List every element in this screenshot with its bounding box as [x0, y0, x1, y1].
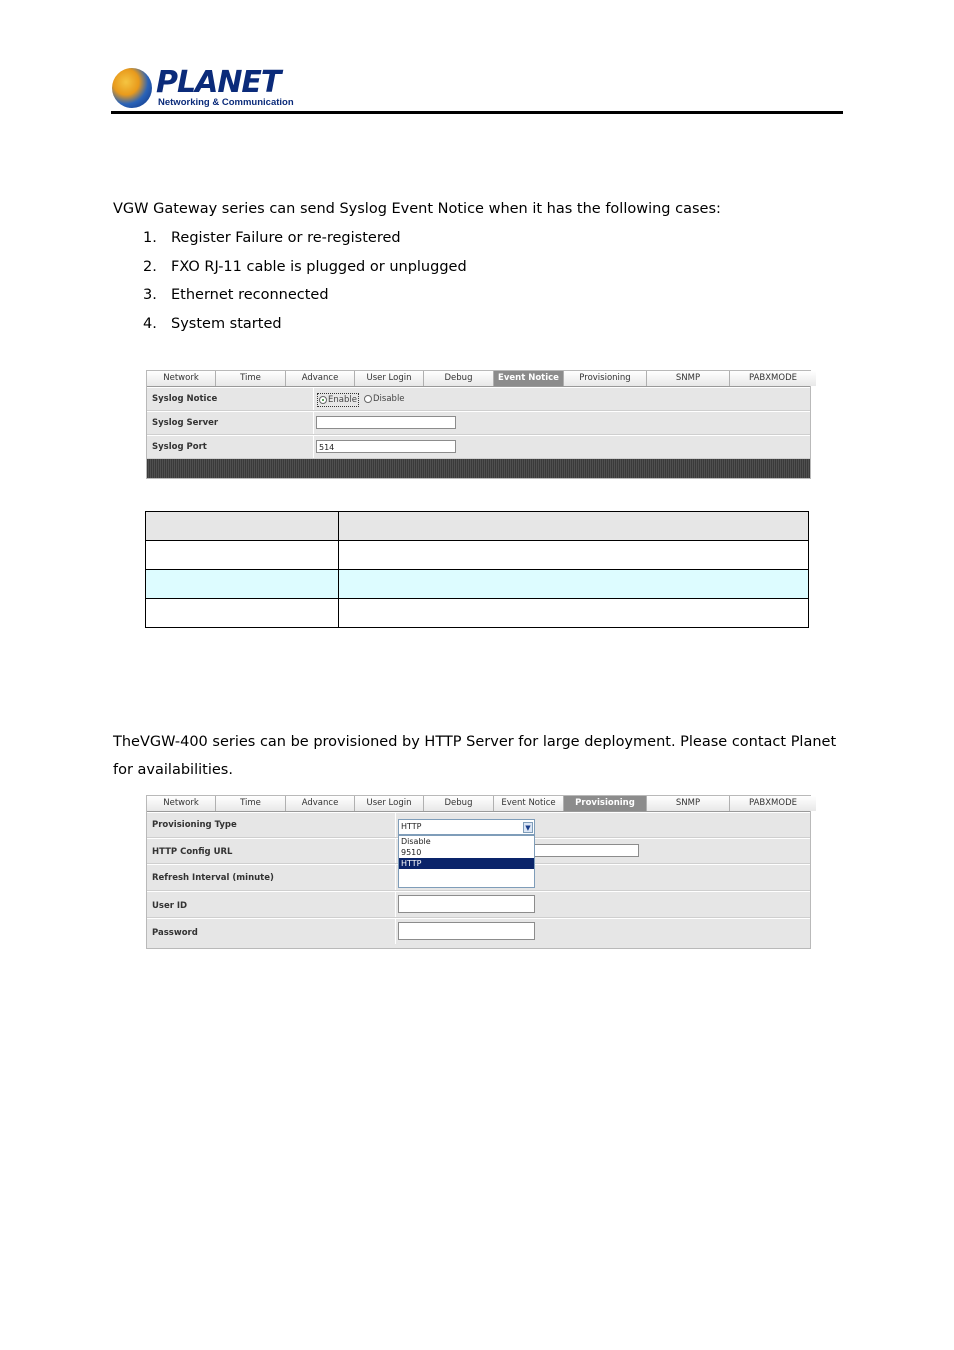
tab-debug[interactable]: Debug	[424, 796, 494, 811]
table-cell	[339, 599, 809, 628]
tab-debug[interactable]: Debug	[424, 371, 494, 386]
syslog-server-input[interactable]	[316, 416, 456, 429]
dropdown-option[interactable]: HTTP	[399, 858, 534, 869]
table-cell	[146, 599, 339, 628]
enable-radio[interactable]: Enable	[317, 393, 359, 407]
table-row	[146, 541, 809, 570]
syslog-server-label: Syslog Server	[152, 418, 219, 428]
tab-advance[interactable]: Advance	[286, 371, 355, 386]
user-id-label: User ID	[152, 901, 188, 911]
tab-snmp[interactable]: SNMP	[647, 796, 730, 811]
radio-selected-icon	[319, 396, 327, 404]
tab-network[interactable]: Network	[147, 796, 216, 811]
list-item: 2. FXO RJ-11 cable is plugged or unplugged	[143, 258, 467, 275]
globe-icon	[112, 68, 152, 108]
settings-tabs	[147, 371, 810, 387]
table-row	[146, 599, 809, 628]
table-cell	[146, 570, 339, 599]
provisioning-panel	[146, 795, 811, 949]
syslog-server-row	[147, 411, 810, 435]
dropdown-option[interactable]: Disable	[401, 837, 431, 846]
password-input[interactable]	[398, 922, 535, 940]
tab-pabxmode[interactable]: PABXMODE	[730, 796, 816, 811]
provisioning-type-select[interactable]	[398, 819, 535, 835]
brand-tagline: Networking & Communication	[158, 97, 294, 108]
chevron-down-icon[interactable]: ▼	[523, 822, 533, 833]
dropdown-option[interactable]: 9510	[401, 848, 422, 857]
list-item: 3. Ethernet reconnected	[143, 287, 329, 304]
tab-user-login[interactable]: User Login	[355, 371, 424, 386]
panel-footer-bar	[147, 459, 810, 478]
table-cell	[339, 541, 809, 570]
parameter-table	[145, 511, 809, 628]
table-cell	[146, 541, 339, 570]
table-cell	[339, 570, 809, 599]
user-id-row	[147, 891, 810, 918]
tab-snmp[interactable]: SNMP	[647, 371, 730, 386]
tab-provisioning[interactable]: Provisioning	[564, 796, 647, 811]
list-item: 4. System started	[143, 316, 282, 333]
tab-network[interactable]: Network	[147, 371, 216, 386]
tab-advance[interactable]: Advance	[286, 796, 355, 811]
provisioning-type-options	[398, 835, 535, 888]
tab-provisioning[interactable]: Provisioning	[564, 371, 647, 386]
table-header-row	[146, 512, 809, 541]
table-cell	[339, 512, 809, 541]
tab-pabxmode[interactable]: PABXMODE	[730, 371, 816, 386]
disable-radio[interactable]: Disable	[364, 394, 405, 404]
password-label: Password	[152, 928, 198, 938]
planet-logo	[112, 65, 294, 112]
provisioning-intro-line1: TheVGW-400 series can be provisioned by HTTP Server for large deployment. Please contact Planet	[113, 734, 837, 750]
provisioning-type-label: Provisioning Type	[152, 820, 237, 830]
http-config-url-label: HTTP Config URL	[152, 847, 233, 857]
tab-user-login[interactable]: User Login	[355, 796, 424, 811]
table-row	[146, 570, 809, 599]
tab-event-notice[interactable]: Event Notice	[494, 371, 564, 386]
user-id-input[interactable]	[398, 895, 535, 913]
refresh-interval-label: Refresh Interval (minute)	[152, 873, 274, 883]
settings-tabs	[147, 796, 810, 812]
syslog-notice-label: Syslog Notice	[152, 394, 218, 404]
password-row	[147, 918, 810, 944]
select-current-value: HTTP	[401, 822, 422, 831]
tab-time[interactable]: Time	[216, 796, 286, 811]
list-item: 1. Register Failure or re-registered	[143, 230, 401, 246]
syslog-port-row	[147, 435, 810, 459]
tab-time[interactable]: Time	[216, 371, 286, 386]
cases-list	[143, 224, 467, 339]
provisioning-intro-line2: for availabilities.	[113, 762, 233, 778]
syslog-notice-row	[147, 387, 810, 411]
brand-name: PLANET	[156, 65, 281, 100]
syslog-port-label: Syslog Port	[152, 442, 207, 452]
syslog-port-input[interactable]: 514	[316, 440, 456, 453]
radio-unselected-icon	[364, 395, 372, 403]
event-notice-panel	[146, 370, 811, 479]
intro-text: VGW Gateway series can send Syslog Event Notice when it has the following cases:	[113, 201, 721, 217]
tab-event-notice[interactable]: Event Notice	[494, 796, 564, 811]
table-cell	[146, 512, 339, 541]
header-divider	[111, 111, 843, 114]
